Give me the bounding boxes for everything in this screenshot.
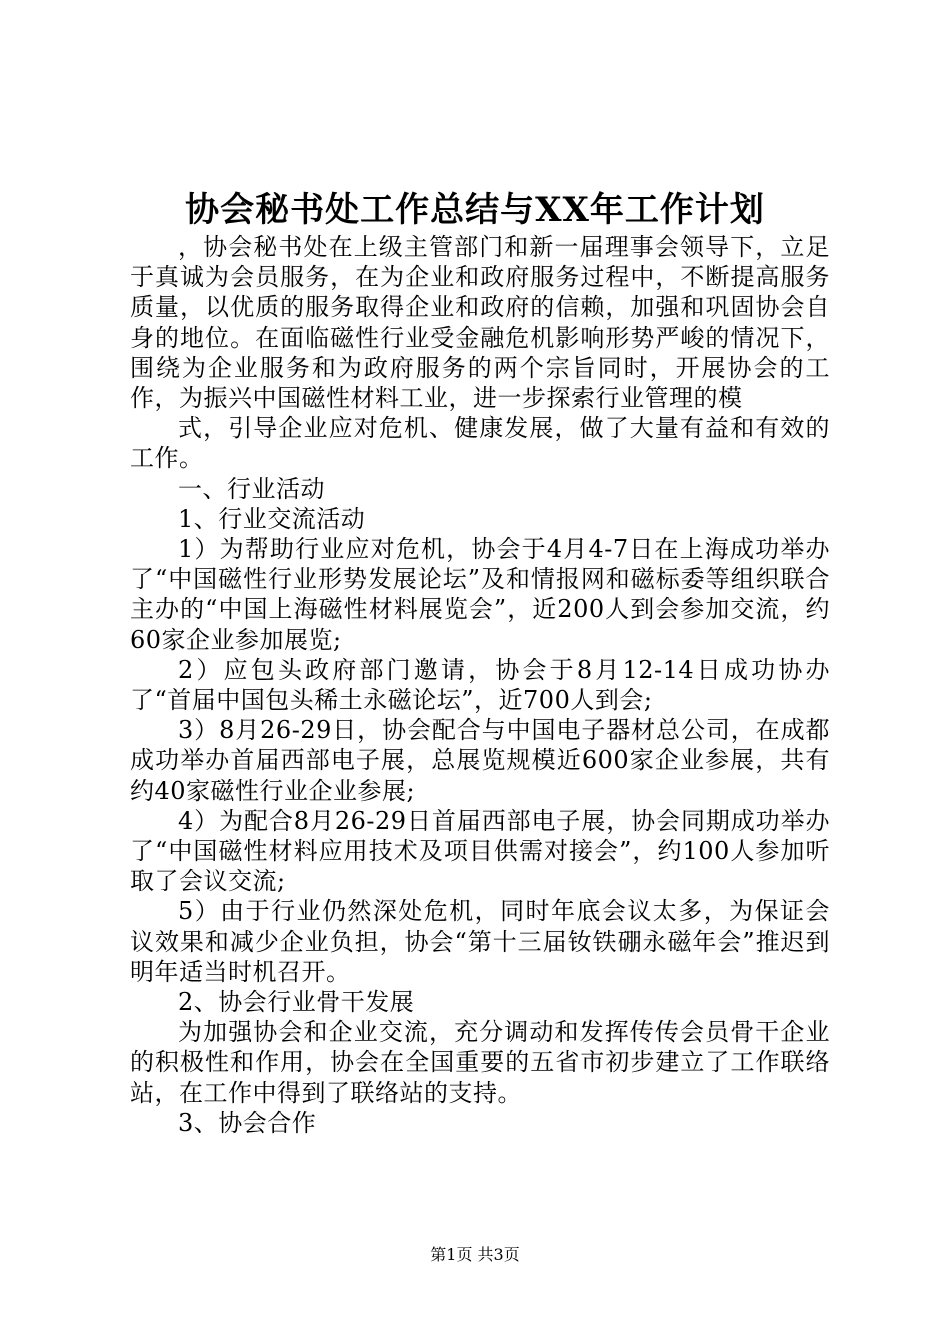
subsection-heading-exchange-activities: 1、行业交流活动 [178, 504, 366, 533]
subsection-heading-cooperation: 3、协会合作 [178, 1108, 317, 1137]
intro-continuation-paragraph: 式，引导企业应对危机、健康发展，做了大量有益和有效的工作。 [130, 414, 830, 473]
list-item-paragraph: 4）为配合8月26-29日首届西部电子展，协会同期成功举办了“中国磁性材料应用技术及项目供需对接会”，约100人参加听取了会议交流; [130, 806, 830, 896]
intro-paragraph: ，协会秘书处在上级主管部门和新一届理事会领导下，立足于真诚为会员服务，在为企业和政府服务过程中，不断提高服务质量，以优质的服务取得企业和政府的信赖，加强和巩固协会自身的地位。在面临磁性行业受金融危机影响形势严峻的情况下，围绕为企业服务和为政府服务的两个宗旨同时，开展协会的工作，为振兴中国磁性材料工业，进一步探索行业管理的模 [130, 233, 830, 413]
section-heading-industry-activities: 一、行业活动 [178, 474, 325, 503]
document-title: 协会秘书处工作总结与XX年工作计划 [185, 190, 765, 230]
page-number-footer: 第1页 共3页 [430, 1245, 520, 1264]
list-item-paragraph: 5）由于行业仍然深处危机，同时年底会议太多，为保证会议效果和减少企业负担，协会“第十三届钕铁硼永磁年会”推迟到明年适当时机召开。 [130, 897, 830, 986]
body-paragraph: 为加强协会和企业交流，充分调动和发挥传传会员骨干企业的积极性和作用，协会在全国重要的五省市初步建立了工作联络站，在工作中得到了联络站的支持。 [130, 1018, 830, 1107]
list-item-paragraph: 3）8月26-29日，协会配合与中国电子器材总公司，在成都成功举办首届西部电子展，总展览规模近600家企业参展，共有约40家磁性行业企业参展; [130, 716, 830, 805]
document-body [130, 232, 830, 1138]
list-item-paragraph: 1）为帮助行业应对危机，协会于4月4-7日在上海成功举办了“中国磁性行业形势发展论坛”及和情报网和磁标委等组织联合主办的“中国上海磁性材料展览会”，近200人到会参加交流，约60家企业参加展览; [130, 535, 830, 654]
subsection-heading-backbone-development: 2、协会行业骨干发展 [178, 988, 415, 1017]
list-item-paragraph: 2）应包头政府部门邀请，协会于8月12-14日成功协办了“首届中国包头稀土永磁论坛”，近700人到会; [130, 655, 830, 715]
